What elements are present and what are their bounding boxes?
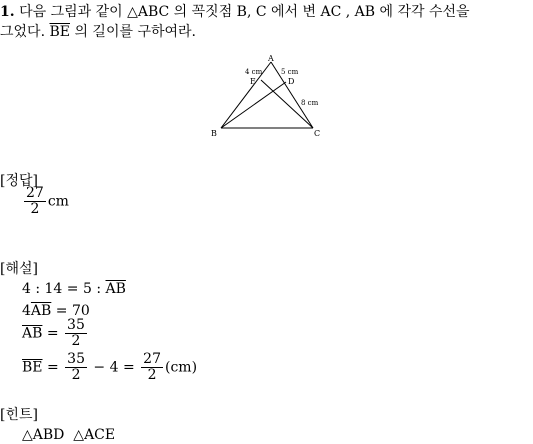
answer-fraction	[24, 186, 46, 217]
denominator: 2	[147, 367, 157, 383]
length-ad: 5 cm	[281, 68, 299, 76]
label-d: D	[288, 77, 295, 86]
denominator: 2	[71, 333, 81, 349]
explanation-line-3	[22, 318, 89, 349]
question-line-2	[0, 22, 196, 42]
numerator: 35	[67, 317, 85, 333]
hint-heading: [힌트]	[0, 407, 38, 423]
numerator: 35	[67, 351, 85, 367]
hint-triangle-ace: △ACE	[73, 427, 116, 443]
triangle-diagram	[205, 52, 330, 140]
hint-triangle-abd: △ABD	[22, 427, 65, 443]
label-a: A	[268, 54, 274, 63]
label-c: C	[314, 129, 321, 138]
question-text-1: 다음 그림과 같이 △ABC 의 꼭짓점 B, C 에서 변 AC , AB 에 각각 수선을	[19, 4, 470, 20]
equation-rest: = 70	[51, 303, 90, 319]
label-b: B	[211, 129, 217, 138]
explanation-line-4	[22, 352, 197, 383]
segment-be: $\overline{BE}$	[22, 359, 43, 376]
equals: =	[42, 325, 64, 342]
coefficient: 4	[22, 303, 31, 319]
question-number: 1.	[0, 4, 15, 20]
length-ae: 4 cm	[245, 68, 263, 76]
segment-ab: $\overline{AB}$	[105, 281, 126, 297]
answer-denominator: 2	[30, 201, 40, 217]
explanation-line-1	[22, 281, 126, 297]
fraction-35-2	[65, 352, 87, 383]
fraction-27-2	[141, 352, 163, 383]
segment-be: $\overline{BE}$	[49, 24, 70, 40]
perpendicular-bd	[221, 82, 286, 128]
unit: (cm)	[164, 359, 198, 376]
fraction-35-2	[65, 318, 87, 349]
answer-numerator: 27	[26, 185, 44, 201]
question-line-1	[0, 2, 470, 22]
question-text-2a: 그었다.	[0, 24, 50, 40]
segment-ab: $\overline{AB}$	[30, 303, 52, 319]
hint-line	[22, 427, 115, 443]
length-dc: 8 cm	[301, 99, 319, 107]
numerator: 27	[143, 351, 161, 367]
triangle-figure	[205, 52, 330, 140]
ratio-text: 4 : 14 = 5 :	[22, 281, 106, 297]
question-text-2b: 의 길이를 구하여라.	[70, 24, 196, 40]
equals: =	[42, 359, 64, 376]
answer-heading: [정답]	[0, 173, 38, 189]
label-e: E	[250, 77, 256, 86]
answer-unit: cm	[47, 193, 69, 210]
explanation-heading: [해설]	[0, 261, 38, 277]
segment-ab: $\overline{AB}$	[22, 325, 43, 342]
answer-value	[22, 186, 69, 217]
denominator: 2	[71, 367, 81, 383]
minus-equals: − 4 =	[88, 359, 140, 376]
